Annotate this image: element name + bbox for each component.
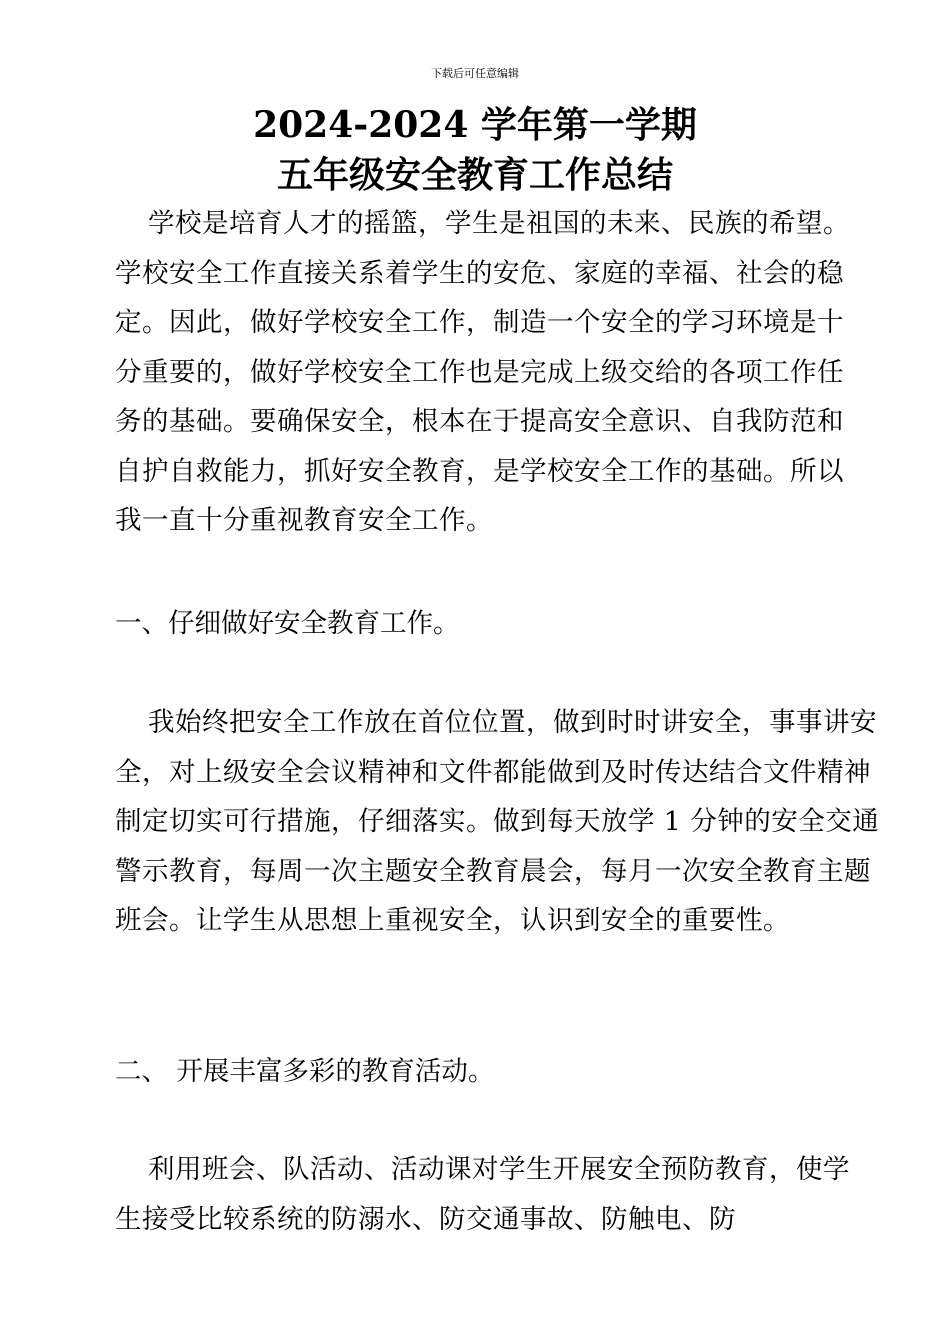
title-line-2: 五年级安全教育工作总结: [276, 154, 673, 196]
header-note: 下载后可任意编辑: [431, 67, 519, 80]
section-1-heading: 一、仔细做好安全教育工作。: [115, 608, 460, 639]
section-2-paragraph: 利用班会、队活动、活动课对学生开展安全预防教育，使学生接受比较系统的防溺水、防交通事故、防触电、防: [115, 1154, 850, 1235]
section-1-paragraph: 我始终把安全工作放在首位位置，做到时时讲安全，事事讲安全，对上级安全会议精神和文件都能做到及时传达结合文件精神制定切实可行措施，仔细落实。做到每天放学 1 分钟的安全交通警示教育，每周一次主题安全教育晨会，每月一次安全教育主题班会。让学生从思想上重视安全，认识到安全的重要性。: [115, 707, 880, 936]
title-line-1: 2024-2024 学年第一学期: [253, 104, 697, 146]
section-2-heading: 二、 开展丰富多彩的教育活动。: [115, 1056, 495, 1087]
intro-paragraph: 学校是培育人才的摇篮，学生是祖国的未来、民族的希望。学校安全工作直接关系着学生的安危、家庭的幸福、社会的稳定。因此，做好学校安全工作，制造一个安全的学习环境是十分重要的，做好学校安全工作也是完成上级交给的各项工作任务的基础。要确保安全，根本在于提高安全意识、自我防范和自护自救能力，抓好安全教育，是学校安全工作的基础。所以我一直十分重视教育安全工作。: [115, 208, 850, 536]
